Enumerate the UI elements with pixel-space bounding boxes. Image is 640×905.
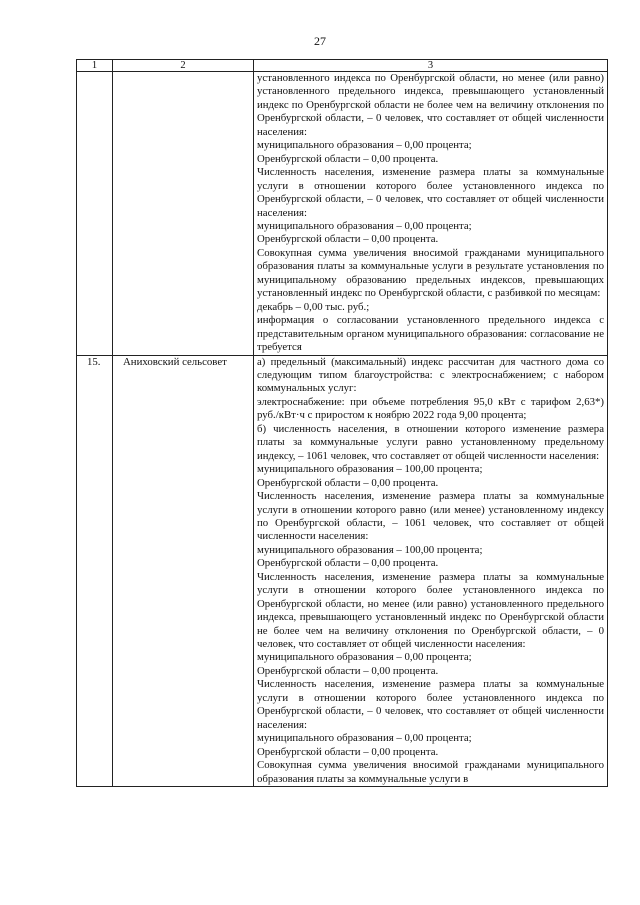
paragraph: муниципального образования – 100,00 процента; <box>257 463 483 476</box>
paragraph: Численность населения, изменение размера платы за коммунальные услуги в отношении которого более установленного индекса по Оренбургской области, но менее (или равно) установленного предельного индекса, превышающего установленный индекс по Оренбургской области не более чем на величину отклонения по Оренбургской области, – 0 человек, что составляет от общей численности населения: <box>257 570 604 651</box>
paragraph: Оренбургской области – 0,00 процента. <box>257 557 439 570</box>
paragraph: Оренбургской области – 0,00 процента. <box>257 476 439 489</box>
row-number-cell: 15. <box>77 355 113 787</box>
tariff-index-table <box>76 59 608 787</box>
table-row-15 <box>77 355 608 787</box>
paragraph: электроснабжение: при объеме потребления 95,0 кВт с тарифом 2,63*) руб./кВт·ч с приростом к ноябрю 2022 года 9,00 процента; <box>257 395 604 422</box>
paragraph: Совокупная сумма увеличения вносимой гражданами муниципального образования платы за коммунальные услуги в результате установления по муниципальному образованию предельных индексов, превышающих установленный индекс по Оренбургской области, с разбивкой по месяцам: <box>257 246 604 300</box>
description-cell <box>254 355 608 787</box>
paragraph: декабрь – 0,00 тыс. руб.; <box>257 300 370 313</box>
paragraph: Оренбургской области – 0,00 процента. <box>257 233 439 246</box>
paragraph: Оренбургской области – 0,00 процента. <box>257 152 439 165</box>
municipality-cell: Аниховский сельсовет <box>113 355 254 787</box>
paragraph: муниципального образования – 0,00 процента; <box>257 732 472 745</box>
header-col-3: 3 <box>254 60 608 72</box>
description-cell <box>254 72 608 356</box>
paragraph: информация о согласовании установленного предельного индекса с представительным органом муниципального образования: согласование не требуется <box>257 314 604 354</box>
paragraph: Совокупная сумма увеличения вносимой гражданами муниципального образования платы за коммунальные услуги в <box>257 759 604 785</box>
paragraph: муниципального образования – 100,00 процента; <box>257 543 483 556</box>
paragraph: муниципального образования – 0,00 процента; <box>257 139 472 152</box>
paragraph: Численность населения, изменение размера платы за коммунальные услуги в отношении которого более установленного индекса по Оренбургской области, – 0 человек, что составляет от общей численности населения: <box>257 678 604 731</box>
paragraph: Оренбургской области – 0,00 процента. <box>257 745 439 758</box>
page-number: 27 <box>314 34 326 48</box>
paragraph: муниципального образования – 0,00 процента; <box>257 219 472 232</box>
paragraph: установленного индекса по Оренбургской области, но менее (или равно) установленного предельного индекса, превышающего установленный индекс по Оренбургской области не более чем на величину отклонения по Оренбургской области, – 0 человек, что составляет от общей численности населения: <box>257 72 604 138</box>
paragraph: Численность населения, изменение размера платы за коммунальные услуги в отношении которого равно (или менее) установленному индексу по Оренбургской области, – 1061 человек, что составляет от общей численности населения: <box>257 490 604 543</box>
paragraph: Оренбургской области – 0,00 процента. <box>257 664 439 677</box>
paragraph: муниципального образования – 0,00 процента; <box>257 651 472 664</box>
header-col-2: 2 <box>113 60 254 72</box>
paragraph: б) численность населения, в отношении которого изменение размера платы за коммунальные услуги равно установленному предельному индексу, – 1061 человек, что составляет от общей численности населения: <box>257 422 604 462</box>
municipality-cell <box>113 72 254 356</box>
row-number-cell <box>77 72 113 356</box>
table-header-row <box>77 60 608 72</box>
paragraph: а) предельный (максимальный) индекс рассчитан для частного дома со следующим типом благоустройства: с электроснабжением; с набором коммунальных услуг: <box>257 355 604 395</box>
paragraph: Численность населения, изменение размера платы за коммунальные услуги в отношении которого более установленного индекса по Оренбургской области, – 0 человек, что составляет от общей численности населения: <box>257 166 604 219</box>
header-col-1: 1 <box>77 60 113 72</box>
table-row-continuation <box>77 72 608 356</box>
